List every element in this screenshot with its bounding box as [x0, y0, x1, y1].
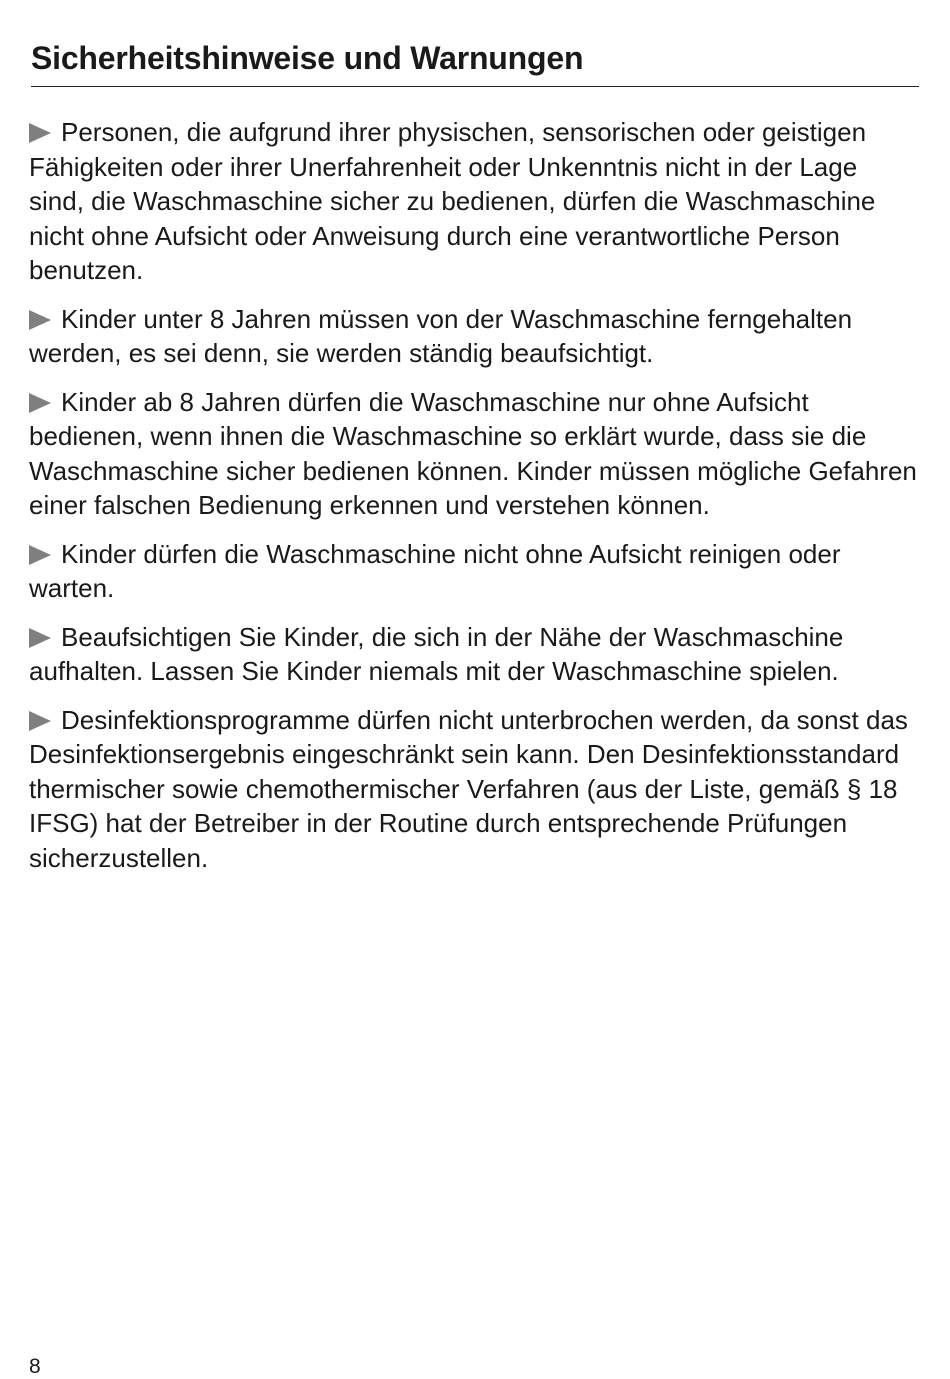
triangle-arrow-right-icon	[29, 393, 51, 413]
safety-note	[29, 620, 919, 689]
safety-note-text: Personen, die aufgrund ihrer physischen, sensorischen oder geistigen Fähigkeiten oder ihrer Unerfahrenheit oder Unkenntnis nicht in der Lage sind, die Waschmaschine sicher zu bedienen, dürfen die Waschmaschine nicht ohne Aufsicht oder Anweisung durch eine verantwortliche Person benutzen.	[29, 117, 876, 285]
triangle-arrow-right-icon	[29, 545, 51, 565]
safety-note-text: Kinder dürfen die Waschmaschine nicht ohne Aufsicht reinigen oder warten.	[29, 538, 841, 603]
title-divider	[31, 86, 919, 87]
safety-note-text: Beaufsichtigen Sie Kinder, die sich in der Nähe der Waschmaschine aufhalten. Lassen Sie Kinder niemals mit der Waschmaschine spielen.	[29, 621, 844, 686]
safety-note-text: Desinfektionsprogramme dürfen nicht unterbrochen werden, da sonst das Desinfektionsergebnis eingeschränkt sein kann. Den Desinfektionsstandard thermischer sowie chemothermischer Verfahren (aus der Liste, gemäß § 18 IFSG) hat der Betreiber in der Routine durch entsprechende Prüfungen sicherzustellen.	[29, 704, 908, 873]
safety-note	[29, 537, 919, 606]
safety-note	[29, 115, 919, 288]
page-number: 8	[29, 1355, 41, 1378]
triangle-arrow-right-icon	[29, 123, 51, 143]
page-title: Sicherheitshinweise und Warnungen	[31, 40, 584, 76]
safety-note	[29, 302, 919, 371]
triangle-arrow-right-icon	[29, 628, 51, 648]
safety-note	[29, 385, 919, 523]
safety-note-text: Kinder ab 8 Jahren dürfen die Waschmaschine nur ohne Aufsicht bedienen, wenn ihnen die Waschmaschine so erklärt wurde, dass sie die Waschmaschine sicher bedienen können. Kinder müssen mögliche Gefahren einer falschen Bedienung erkennen und verstehen können.	[29, 386, 917, 520]
safety-notes-list	[29, 115, 919, 889]
safety-note-text: Kinder unter 8 Jahren müssen von der Waschmaschine ferngehalten werden, es sei denn, sie werden ständig beaufsichtigt.	[29, 303, 853, 368]
triangle-arrow-right-icon	[29, 310, 51, 330]
safety-note	[29, 703, 919, 876]
triangle-arrow-right-icon	[29, 711, 51, 731]
